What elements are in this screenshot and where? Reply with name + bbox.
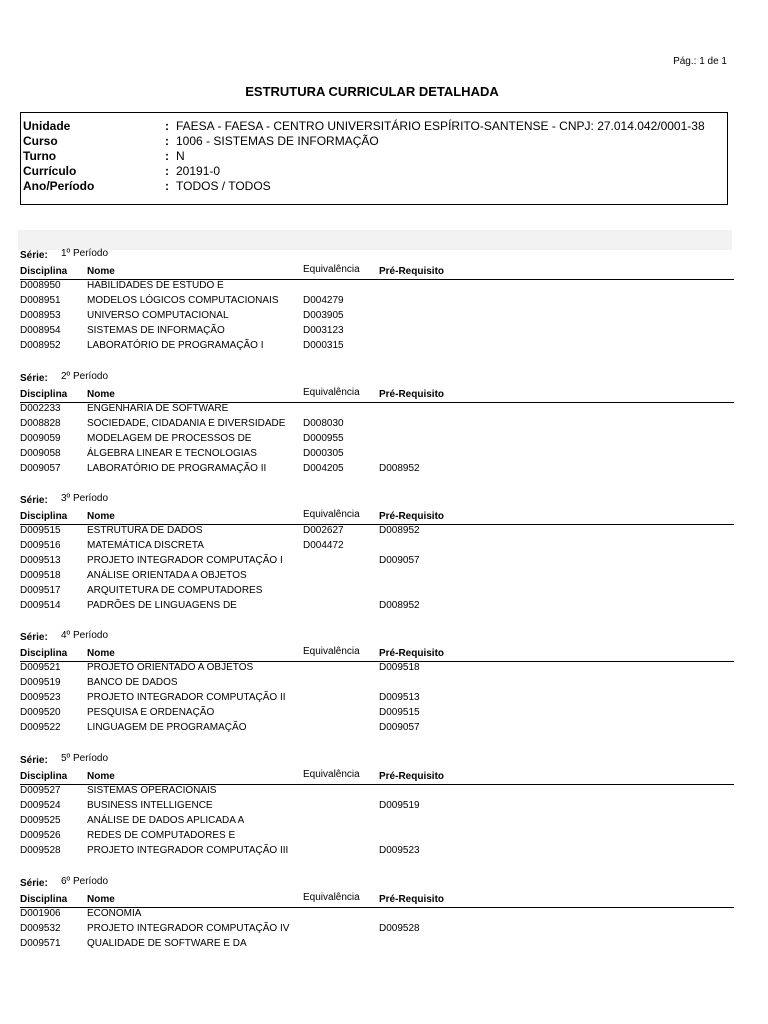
cell-disciplina: D001906	[20, 908, 61, 919]
header-prerequisito: Pré-Requisito	[379, 266, 445, 277]
cell-disciplina: D009523	[20, 692, 61, 703]
serie-header	[20, 753, 109, 766]
cell-equivalencia: D004205	[303, 463, 344, 474]
cell-nome: PROJETO INTEGRADOR COMPUTAÇÃO I	[87, 555, 283, 566]
course-info-box	[20, 112, 728, 205]
cell-equivalencia: D000955	[303, 433, 344, 444]
serie-header	[20, 876, 109, 889]
cell-disciplina: D009525	[20, 815, 61, 826]
table-row	[20, 722, 734, 737]
cell-disciplina: D009521	[20, 662, 61, 673]
table-row	[20, 923, 734, 938]
header-disciplina: Disciplina	[20, 511, 68, 522]
serie-periodo: 4º Período	[61, 630, 109, 641]
header-nome: Nome	[87, 266, 115, 277]
cell-nome: PROJETO INTEGRADOR COMPUTAÇÃO II	[87, 692, 286, 703]
table-row	[20, 677, 734, 692]
cell-nome: LABORATÓRIO DE PROGRAMAÇÃO II	[87, 463, 267, 474]
header-disciplina: Disciplina	[20, 389, 68, 400]
header-disciplina: Disciplina	[20, 771, 68, 782]
cell-disciplina: D009513	[20, 555, 61, 566]
table-row	[20, 280, 734, 295]
cell-nome: PADRÕES DE LINGUAGENS DE	[87, 600, 237, 611]
table-row	[20, 448, 734, 463]
table-header	[20, 894, 734, 908]
serie-label: Série:	[20, 755, 48, 766]
cell-prerequisito: D009515	[379, 707, 420, 718]
cell-nome: ÁLGEBRA LINEAR E TECNOLOGIAS	[87, 448, 257, 459]
table-row	[20, 325, 734, 340]
cell-disciplina: D009519	[20, 677, 61, 688]
cell-nome: QUALIDADE DE SOFTWARE E DA	[87, 938, 247, 949]
info-value: 20191-0	[176, 164, 221, 178]
cell-nome: SISTEMAS DE INFORMAÇÃO	[87, 325, 225, 336]
info-colon: :	[165, 119, 169, 133]
cell-disciplina: D009518	[20, 570, 61, 581]
table-row	[20, 585, 734, 600]
table-row	[20, 555, 734, 570]
cell-nome: REDES DE COMPUTADORES E	[87, 830, 236, 841]
cell-prerequisito: D009519	[379, 800, 420, 811]
table-row	[20, 830, 734, 845]
document-title: ESTRUTURA CURRICULAR DETALHADA	[245, 84, 499, 99]
cell-disciplina: D009522	[20, 722, 61, 733]
cell-disciplina: D009514	[20, 600, 61, 611]
cell-prerequisito: D009518	[379, 662, 420, 673]
cell-disciplina: D008828	[20, 418, 61, 429]
cell-nome: SOCIEDADE, CIDADANIA E DIVERSIDADE	[87, 418, 286, 429]
cell-nome: PROJETO INTEGRADOR COMPUTAÇÃO III	[87, 845, 289, 856]
cell-nome: MODELAGEM DE PROCESSOS DE	[87, 433, 252, 444]
cell-nome: ARQUITETURA DE COMPUTADORES	[87, 585, 263, 596]
table-row	[20, 295, 734, 310]
table-body	[20, 662, 734, 737]
info-colon: :	[165, 149, 169, 163]
table-body	[20, 403, 734, 478]
cell-prerequisito: D008952	[379, 525, 420, 536]
cell-disciplina: D008951	[20, 295, 61, 306]
info-label: Unidade	[23, 119, 71, 133]
table-header	[20, 771, 734, 785]
header-equivalencia: Equivalência	[303, 387, 360, 398]
table-header	[20, 266, 734, 280]
header-prerequisito: Pré-Requisito	[379, 771, 445, 782]
header-nome: Nome	[87, 389, 115, 400]
table-body	[20, 525, 734, 615]
cell-disciplina: D008952	[20, 340, 61, 351]
cell-disciplina: D008954	[20, 325, 61, 336]
cell-nome: BUSINESS INTELLIGENCE	[87, 800, 213, 811]
table-row	[20, 785, 734, 800]
cell-disciplina: D009520	[20, 707, 61, 718]
table-row	[20, 600, 734, 615]
serie-label: Série:	[20, 373, 48, 384]
cell-disciplina: D009528	[20, 845, 61, 856]
header-prerequisito: Pré-Requisito	[379, 389, 445, 400]
table-row	[20, 800, 734, 815]
cell-disciplina: D009527	[20, 785, 61, 796]
table-row	[20, 815, 734, 830]
cell-disciplina: D009524	[20, 800, 61, 811]
table-row	[20, 403, 734, 418]
cell-nome: PROJETO ORIENTADO A OBJETOS	[87, 662, 254, 673]
info-value: 1006 - SISTEMAS DE INFORMAÇÃO	[176, 134, 379, 148]
serie-label: Série:	[20, 250, 48, 261]
cell-nome: PROJETO INTEGRADOR COMPUTAÇÃO IV	[87, 923, 290, 934]
table-row	[20, 463, 734, 478]
serie-label: Série:	[20, 878, 48, 889]
header-nome: Nome	[87, 511, 115, 522]
serie-periodo: 5º Período	[61, 753, 109, 764]
cell-disciplina: D009526	[20, 830, 61, 841]
cell-nome: SISTEMAS OPERACIONAIS	[87, 785, 217, 796]
cell-nome: ESTRUTURA DE DADOS	[87, 525, 203, 536]
table-header	[20, 648, 734, 662]
info-label: Curso	[23, 134, 58, 148]
table-row	[20, 707, 734, 722]
serie-periodo: 2º Período	[61, 371, 109, 382]
header-equivalencia: Equivalência	[303, 892, 360, 903]
header-nome: Nome	[87, 648, 115, 659]
header-prerequisito: Pré-Requisito	[379, 511, 445, 522]
table-header	[20, 511, 734, 525]
info-colon: :	[165, 164, 169, 178]
info-value: N	[176, 149, 185, 163]
header-disciplina: Disciplina	[20, 266, 68, 277]
header-disciplina: Disciplina	[20, 648, 68, 659]
table-body	[20, 280, 734, 355]
header-disciplina: Disciplina	[20, 894, 68, 905]
cell-equivalencia: D008030	[303, 418, 344, 429]
table-row	[20, 540, 734, 555]
header-equivalencia: Equivalência	[303, 769, 360, 780]
cell-nome: PESQUISA E ORDENAÇÃO	[87, 707, 215, 718]
table-row	[20, 525, 734, 540]
serie-label: Série:	[20, 495, 48, 506]
table-row	[20, 433, 734, 448]
cell-equivalencia: D002627	[303, 525, 344, 536]
cell-disciplina: D009571	[20, 938, 61, 949]
info-label: Currículo	[23, 164, 77, 178]
header-equivalencia: Equivalência	[303, 509, 360, 520]
cell-nome: UNIVERSO COMPUTACIONAL	[87, 310, 229, 321]
cell-nome: LINGUAGEM DE PROGRAMAÇÃO	[87, 722, 247, 733]
table-row	[20, 340, 734, 355]
table-body	[20, 785, 734, 860]
cell-nome: BANCO DE DADOS	[87, 677, 178, 688]
cell-nome: MODELOS LÓGICOS COMPUTACIONAIS	[87, 295, 279, 306]
serie-header	[20, 371, 109, 384]
info-colon: :	[165, 134, 169, 148]
cell-disciplina: D009532	[20, 923, 61, 934]
cell-nome: HABILIDADES DE ESTUDO E	[87, 280, 224, 291]
header-nome: Nome	[87, 894, 115, 905]
serie-periodo: 1º Período	[61, 248, 109, 259]
cell-nome: ENGENHARIA DE SOFTWARE	[87, 403, 229, 414]
cell-prerequisito: D009528	[379, 923, 420, 934]
cell-disciplina: D008950	[20, 280, 61, 291]
cell-equivalencia: D003123	[303, 325, 344, 336]
header-equivalencia: Equivalência	[303, 646, 360, 657]
cell-prerequisito: D009523	[379, 845, 420, 856]
cell-prerequisito: D008952	[379, 463, 420, 474]
table-body	[20, 908, 734, 953]
cell-nome: ANÁLISE DE DADOS APLICADA A	[87, 815, 245, 826]
info-label: Ano/Período	[23, 179, 95, 193]
header-prerequisito: Pré-Requisito	[379, 894, 445, 905]
cell-disciplina: D009516	[20, 540, 61, 551]
cell-equivalencia: D003905	[303, 310, 344, 321]
separator-band	[18, 230, 732, 250]
table-row	[20, 938, 734, 953]
table-row	[20, 692, 734, 707]
cell-equivalencia: D000315	[303, 340, 344, 351]
info-value: FAESA - FAESA - CENTRO UNIVERSITÁRIO ESPÍRITO-SANTENSE - CNPJ: 27.014.042/0001-38	[176, 119, 705, 133]
cell-disciplina: D008953	[20, 310, 61, 321]
cell-disciplina: D009057	[20, 463, 61, 474]
info-label: Turno	[23, 149, 57, 163]
serie-periodo: 3º Período	[61, 493, 109, 504]
header-nome: Nome	[87, 771, 115, 782]
cell-disciplina: D009517	[20, 585, 61, 596]
table-row	[20, 845, 734, 860]
cell-prerequisito: D009057	[379, 555, 420, 566]
cell-prerequisito: D009513	[379, 692, 420, 703]
info-colon: :	[165, 179, 169, 193]
serie-periodo: 6º Período	[61, 876, 109, 887]
info-value: TODOS / TODOS	[176, 179, 271, 193]
cell-equivalencia: D000305	[303, 448, 344, 459]
table-row	[20, 662, 734, 677]
page-number: Pág.: 1 de 1	[673, 56, 727, 67]
table-header	[20, 389, 734, 403]
cell-disciplina: D009058	[20, 448, 61, 459]
cell-nome: MATEMÁTICA DISCRETA	[87, 540, 204, 551]
serie-header	[20, 493, 109, 506]
serie-header	[20, 248, 109, 261]
cell-equivalencia: D004472	[303, 540, 344, 551]
cell-disciplina: D002233	[20, 403, 61, 414]
cell-equivalencia: D004279	[303, 295, 344, 306]
header-equivalencia: Equivalência	[303, 264, 360, 275]
cell-nome: ECONOMIA	[87, 908, 142, 919]
table-row	[20, 908, 734, 923]
serie-header	[20, 630, 109, 643]
cell-nome: ANÁLISE ORIENTADA A OBJETOS	[87, 570, 247, 581]
serie-label: Série:	[20, 632, 48, 643]
cell-prerequisito: D009057	[379, 722, 420, 733]
cell-disciplina: D009059	[20, 433, 61, 444]
cell-prerequisito: D008952	[379, 600, 420, 611]
cell-disciplina: D009515	[20, 525, 61, 536]
table-row	[20, 310, 734, 325]
table-row	[20, 418, 734, 433]
cell-nome: LABORATÓRIO DE PROGRAMAÇÃO I	[87, 340, 264, 351]
header-prerequisito: Pré-Requisito	[379, 648, 445, 659]
table-row	[20, 570, 734, 585]
